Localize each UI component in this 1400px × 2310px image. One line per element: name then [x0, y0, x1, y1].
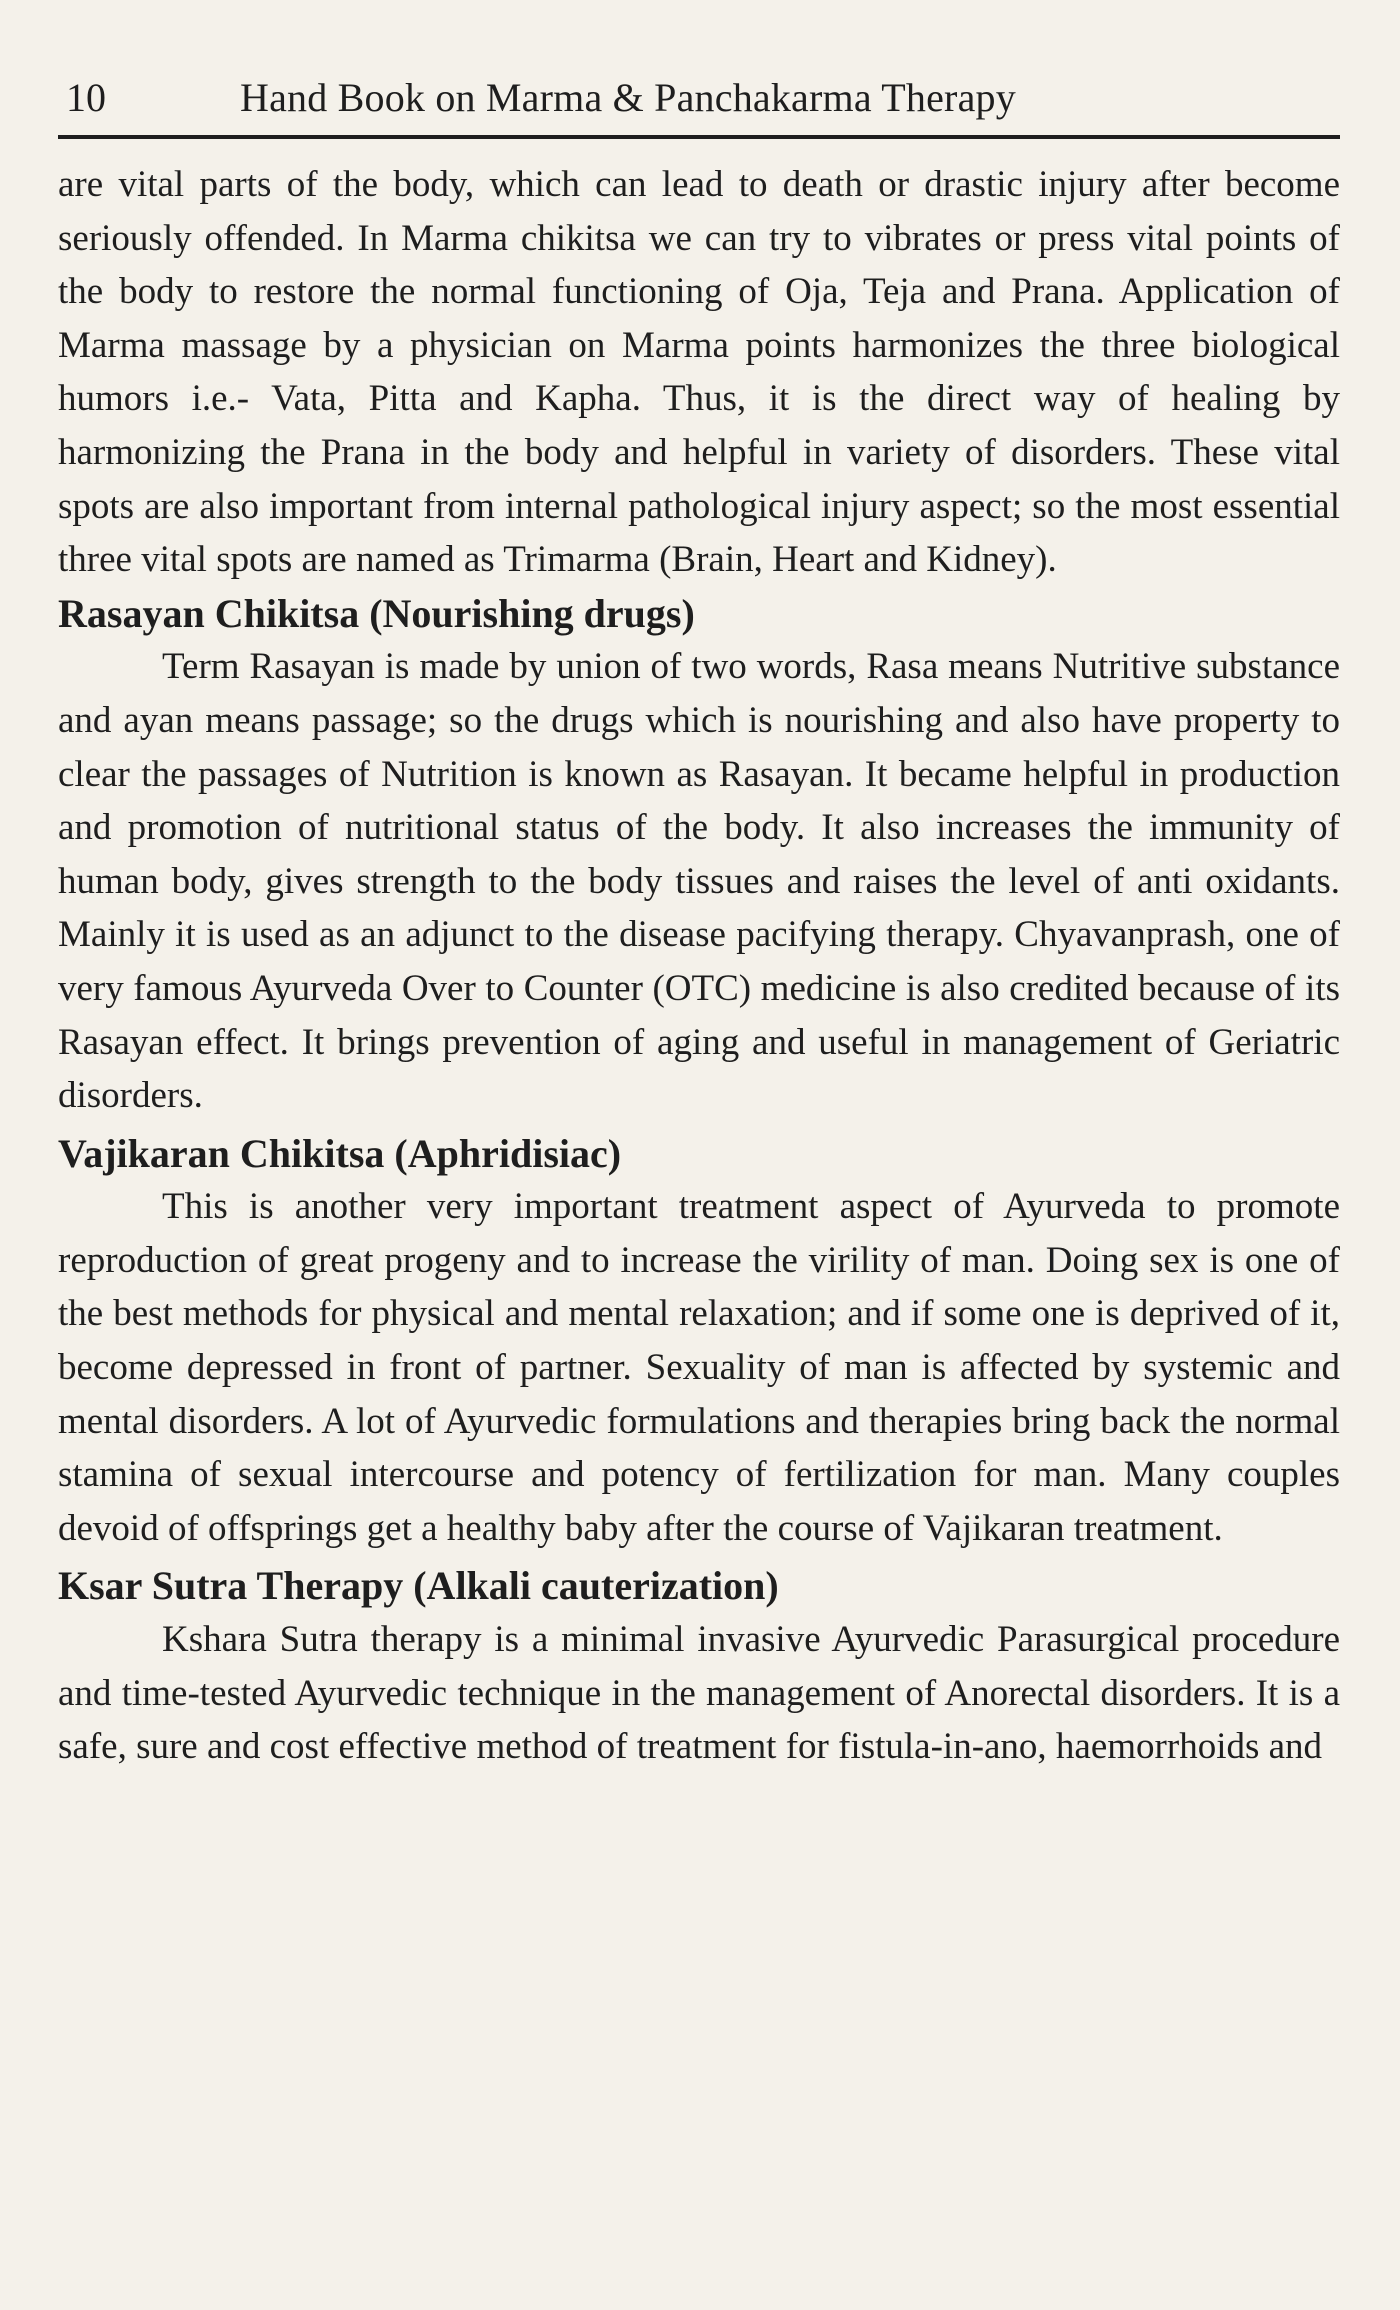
header-rule — [58, 135, 1340, 139]
section-heading-ksar-sutra: Ksar Sutra Therapy (Alkali cauterization) — [58, 1563, 779, 1609]
page-number: 10 — [66, 75, 106, 120]
section-paragraph-vajikaran: This is another very important treatment aspect of Ayurveda to promote reproduction of great progeny and to increase the virility of man. Doing sex is one of the best methods for physical and mental relaxation; and if some one is deprived of it, become depressed in front of partner. Sexuality of man is affected by systemic and mental disorders. A lot of Ayurvedic formulations and therapies bring back the normal stamina of sexual intercourse and potency of fertilization for man. Many couples devoid of offsprings get a healthy baby after the course of Vajikaran treatment. — [58, 1186, 1340, 1549]
section-paragraph-ksar-sutra: Kshara Sutra therapy is a minimal invasive Ayurvedic Parasurgical procedure and time-tested Ayurvedic technique in the management of Anorectal disorders. It is a safe, sure and cost effective method of treatment for fistula-in-ano, haemorrhoids and — [58, 1619, 1340, 1768]
book-title: Hand Book on Marma & Panchakarma Therapy — [240, 75, 1016, 120]
body-text — [58, 158, 1340, 1774]
section-heading-vajikaran: Vajikaran Chikitsa (Aphridisiac) — [58, 1130, 622, 1176]
running-head — [62, 70, 1340, 126]
section-heading-rasayan: Rasayan Chikitsa (Nourishing drugs) — [58, 590, 695, 636]
section-paragraph-rasayan: Term Rasayan is made by union of two words, Rasa means Nutritive substance and ayan means passage; so the drugs which is nourishing and also have property to clear the passages of Nutrition is known as Rasayan. It became helpful in production and promotion of nutritional status of the body. It also increases the immunity of human body, gives strength to the body tissues and raises the level of anti oxidants. Mainly it is used as an adjunct to the disease pacifying therapy. Chyavanprash, one of very famous Ayurveda Over to Counter (OTC) medicine is also credited because of its Rasayan effect. It brings prevention of aging and useful in management of Geriatric disorders. — [58, 646, 1340, 1117]
intro-paragraph: are vital parts of the body, which can lead to death or drastic injury after become seriously offended. In Marma chikitsa we can try to vibrates or press vital points of the body to restore the normal functioning of Oja, Teja and Prana. Application of Marma massage by a physician on Marma points harmonizes the three biological humors i.e.- Vata, Pitta and Kapha. Thus, it is the direct way of healing by harmonizing the Prana in the body and helpful in variety of disorders. These vital spots are also important from internal pathological injury aspect; so the most essential three vital spots are named as Trimarma (Brain, Heart and Kidney). — [58, 164, 1340, 581]
